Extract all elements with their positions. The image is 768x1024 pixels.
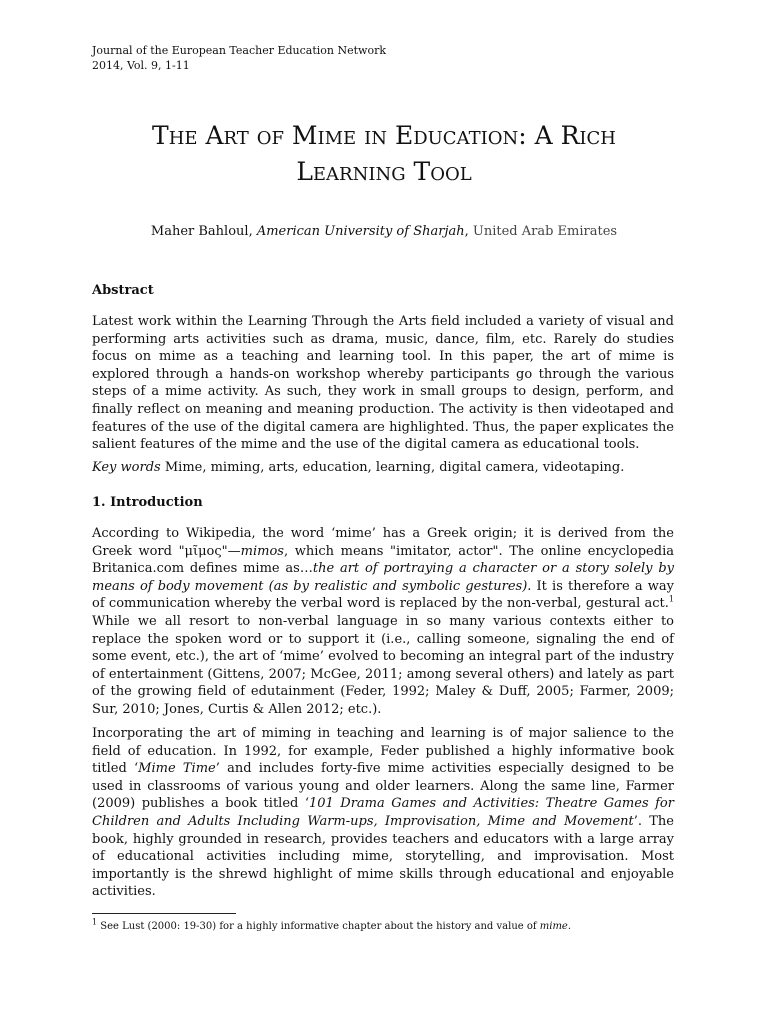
author-country: United Arab Emirates: [472, 224, 618, 239]
keywords-line: [92, 459, 674, 476]
introduction-heading: 1. Introduction: [92, 495, 203, 510]
footnote-divider: [92, 913, 236, 914]
intro-p2-book-title-2: 101 Drama Games and Activities: Theatre Games for Children and Adults Including Warm-ups, Improvisation, Mime and Movement: [92, 796, 674, 829]
journal-volume: 2014, Vol. 9, 1-11: [92, 59, 190, 72]
intro-p2-text-a: Incorporating the art of miming in teaching and learning is of major salience to the field of education. In 1992, for example, Feder published a highly informative book titled ‘: [92, 726, 674, 777]
keywords-label: Key words: [92, 460, 161, 475]
intro-p1-text-c: , which means "imitator, actor". The online encyclopedia Britanica.com defines mime as…: [92, 543, 674, 577]
journal-name: Journal of the European Teacher Education Network: [92, 44, 387, 57]
intro-p2-text-c: ’ and includes forty-five mime activities especially designed to be used in classrooms of various young and older learners. Along the same line, Farmer (2009) publishes a book titled ‘: [92, 761, 674, 812]
author-affiliation: American University of Sharjah: [256, 224, 465, 239]
intro-p1-text-a: According to Wikipedia, the word ‘mime’ has a Greek origin; it is derived from the Greek word "μῖμος"—: [92, 526, 674, 559]
footnote-text-c: .: [567, 921, 572, 932]
affiliation-separator: ,: [464, 224, 473, 239]
author-name: Maher Bahloul: [150, 224, 249, 239]
journal-header: [92, 43, 386, 73]
intro-p1-text-f: While we all resort to non-verbal language in so many various contexts either to replace the spoken word or to support it (i.e., calling someone, signaling the end of some event, etc.), the art of ‘mime’ evolved to becoming an integral part of the industry of entertainment (Gittens, 2007; McGee, 2011; among several others) and lately as part of the growing field of edutainment (Feder, 1992; Maley & Duff, 2005; Farmer, 2009; Sur, 2010; Jones, Curtis & Allen 2012; etc.).: [92, 613, 674, 717]
intro-p1-definition: the art of portraying a character or a story solely by means of body movement (as by realistic and symbolic gestures): [92, 561, 675, 594]
footnote-reference[interactable]: 1: [668, 595, 674, 605]
footnote: [92, 917, 572, 934]
intro-p1-mimos: mimos: [240, 543, 284, 559]
footnote-text-a: See Lust (2000: 19-30) for a highly informative chapter about the history and value of: [97, 921, 540, 932]
footnote-text-mime: mime: [539, 921, 568, 932]
intro-paragraph-1: [92, 525, 674, 719]
intro-paragraph-2: [92, 725, 674, 901]
paper-title: [92, 118, 676, 190]
footnote-mark: 1: [92, 917, 98, 927]
keywords-list: Mime, miming, arts, education, learning, digital camera, videotaping.: [164, 460, 625, 475]
abstract-text: Latest work within the Learning Through the Arts field included a variety of visual and performing arts activities such as drama, music, dance, film, etc. Rarely do studies focus on mime as a teaching and learning tool. In this paper, the art of mime is explored through a hands-on workshop whereby participants go through the various steps of a mime activity. As such, they work in small groups to design, perform, and finally reflect on meaning and meaning production. The activity is then videotaped and features of the use of the digital camera are highlighted. Thus, the paper explicates the salient features of the mime and the use of the digital camera as educational tools.: [92, 314, 674, 453]
title-line-2: Learning Tool: [296, 157, 472, 186]
intro-p1-text-e: . It is therefore a way of communication whereby the verbal word is replaced by the non-verbal, gestural act.: [92, 578, 674, 612]
intro-p2-book-title-1: Mime Time: [138, 761, 216, 777]
author-line: [92, 223, 676, 241]
author-separator: ,: [248, 224, 257, 239]
abstract-heading: Abstract: [92, 283, 154, 298]
intro-p2-text-e: ’. The book, highly grounded in research, provides teachers and educators with a large array of educational activities including mime, storytelling, and improvisation. Most importantly is the shrewd highlight of mime skills through educational and enjoyable activities.: [92, 813, 674, 900]
title-line-1: The Art of Mime in Education: A Rich: [152, 121, 616, 150]
